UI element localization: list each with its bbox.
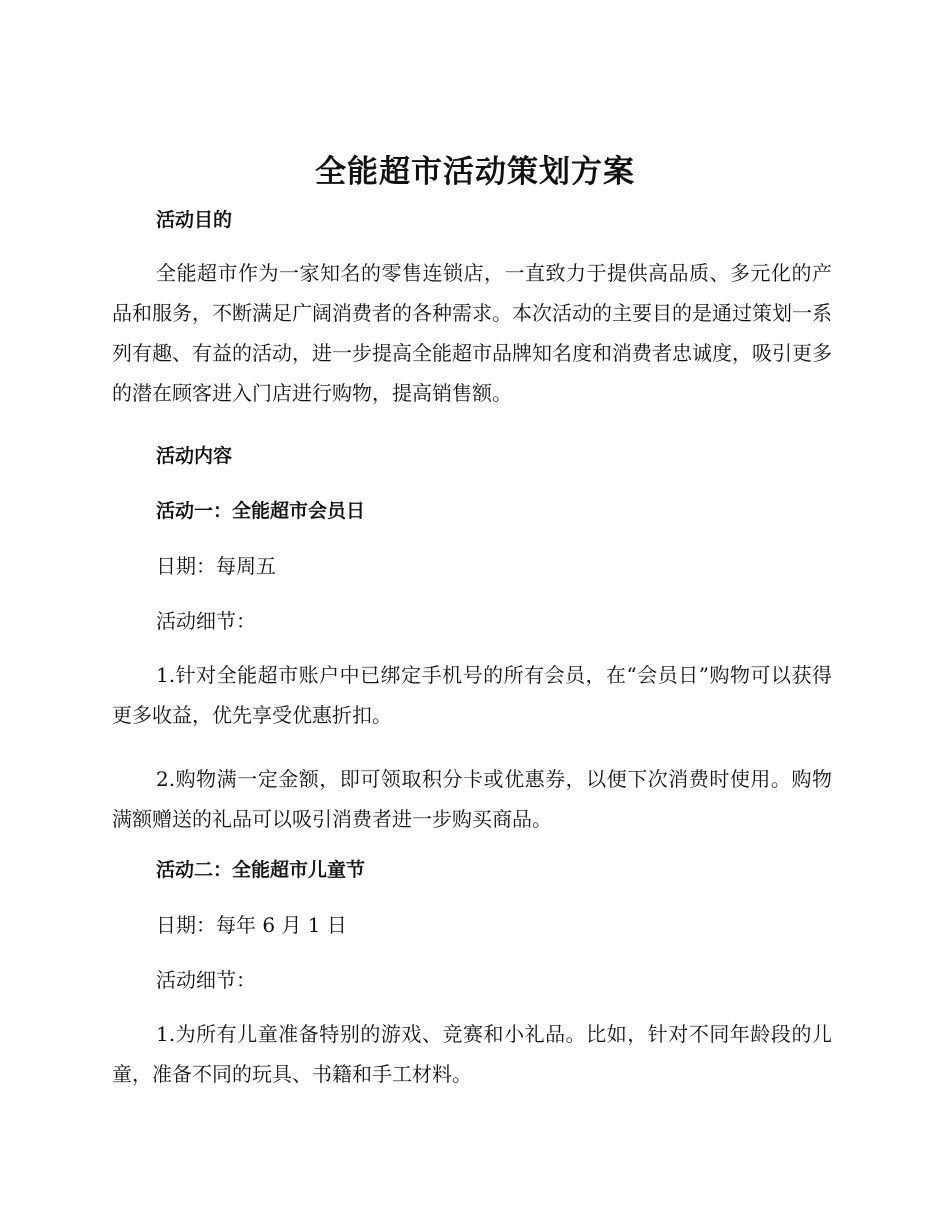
activity2-date: 日期：每年 6 月 1 日: [156, 913, 347, 937]
activity1-details-label: 活动细节：: [156, 609, 256, 633]
activity1-item2: 2.购物满一定金额，即可领取积分卡或优惠券，以便下次消费时使用。购物满额赠送的礼品可以吸引消费者进一步购买商品。: [112, 767, 832, 831]
purpose-paragraph: 全能超市作为一家知名的零售连锁店，一直致力于提供高品质、多元化的产品和服务，不断满足广阔消费者的各种需求。本次活动的主要目的是通过策划一系列有趣、有益的活动，进一步提高全能超市品牌知名度和消费者忠诚度，吸引更多的潜在顾客进入门店进行购物，提高销售额。: [112, 261, 832, 405]
document-title: 全能超市活动策划方案: [315, 154, 635, 190]
activity2-details-label: 活动细节：: [156, 968, 256, 992]
activity1-date: 日期：每周五: [156, 554, 276, 578]
purpose-heading: 活动目的: [156, 209, 233, 231]
activity2-item1: 1.为所有儿童准备特别的游戏、竞赛和小礼品。比如，针对不同年龄段的儿童，准备不同的玩具、书籍和手工材料。: [112, 1022, 832, 1086]
activity2-heading: 活动二：全能超市儿童节: [156, 859, 366, 881]
activity1-heading: 活动一：全能超市会员日: [156, 500, 366, 522]
content-heading: 活动内容: [156, 445, 233, 467]
activity1-item1: 1.针对全能超市账户中已绑定手机号的所有会员，在“会员日”购物可以获得更多收益，优先享受优惠折扣。: [112, 663, 832, 727]
